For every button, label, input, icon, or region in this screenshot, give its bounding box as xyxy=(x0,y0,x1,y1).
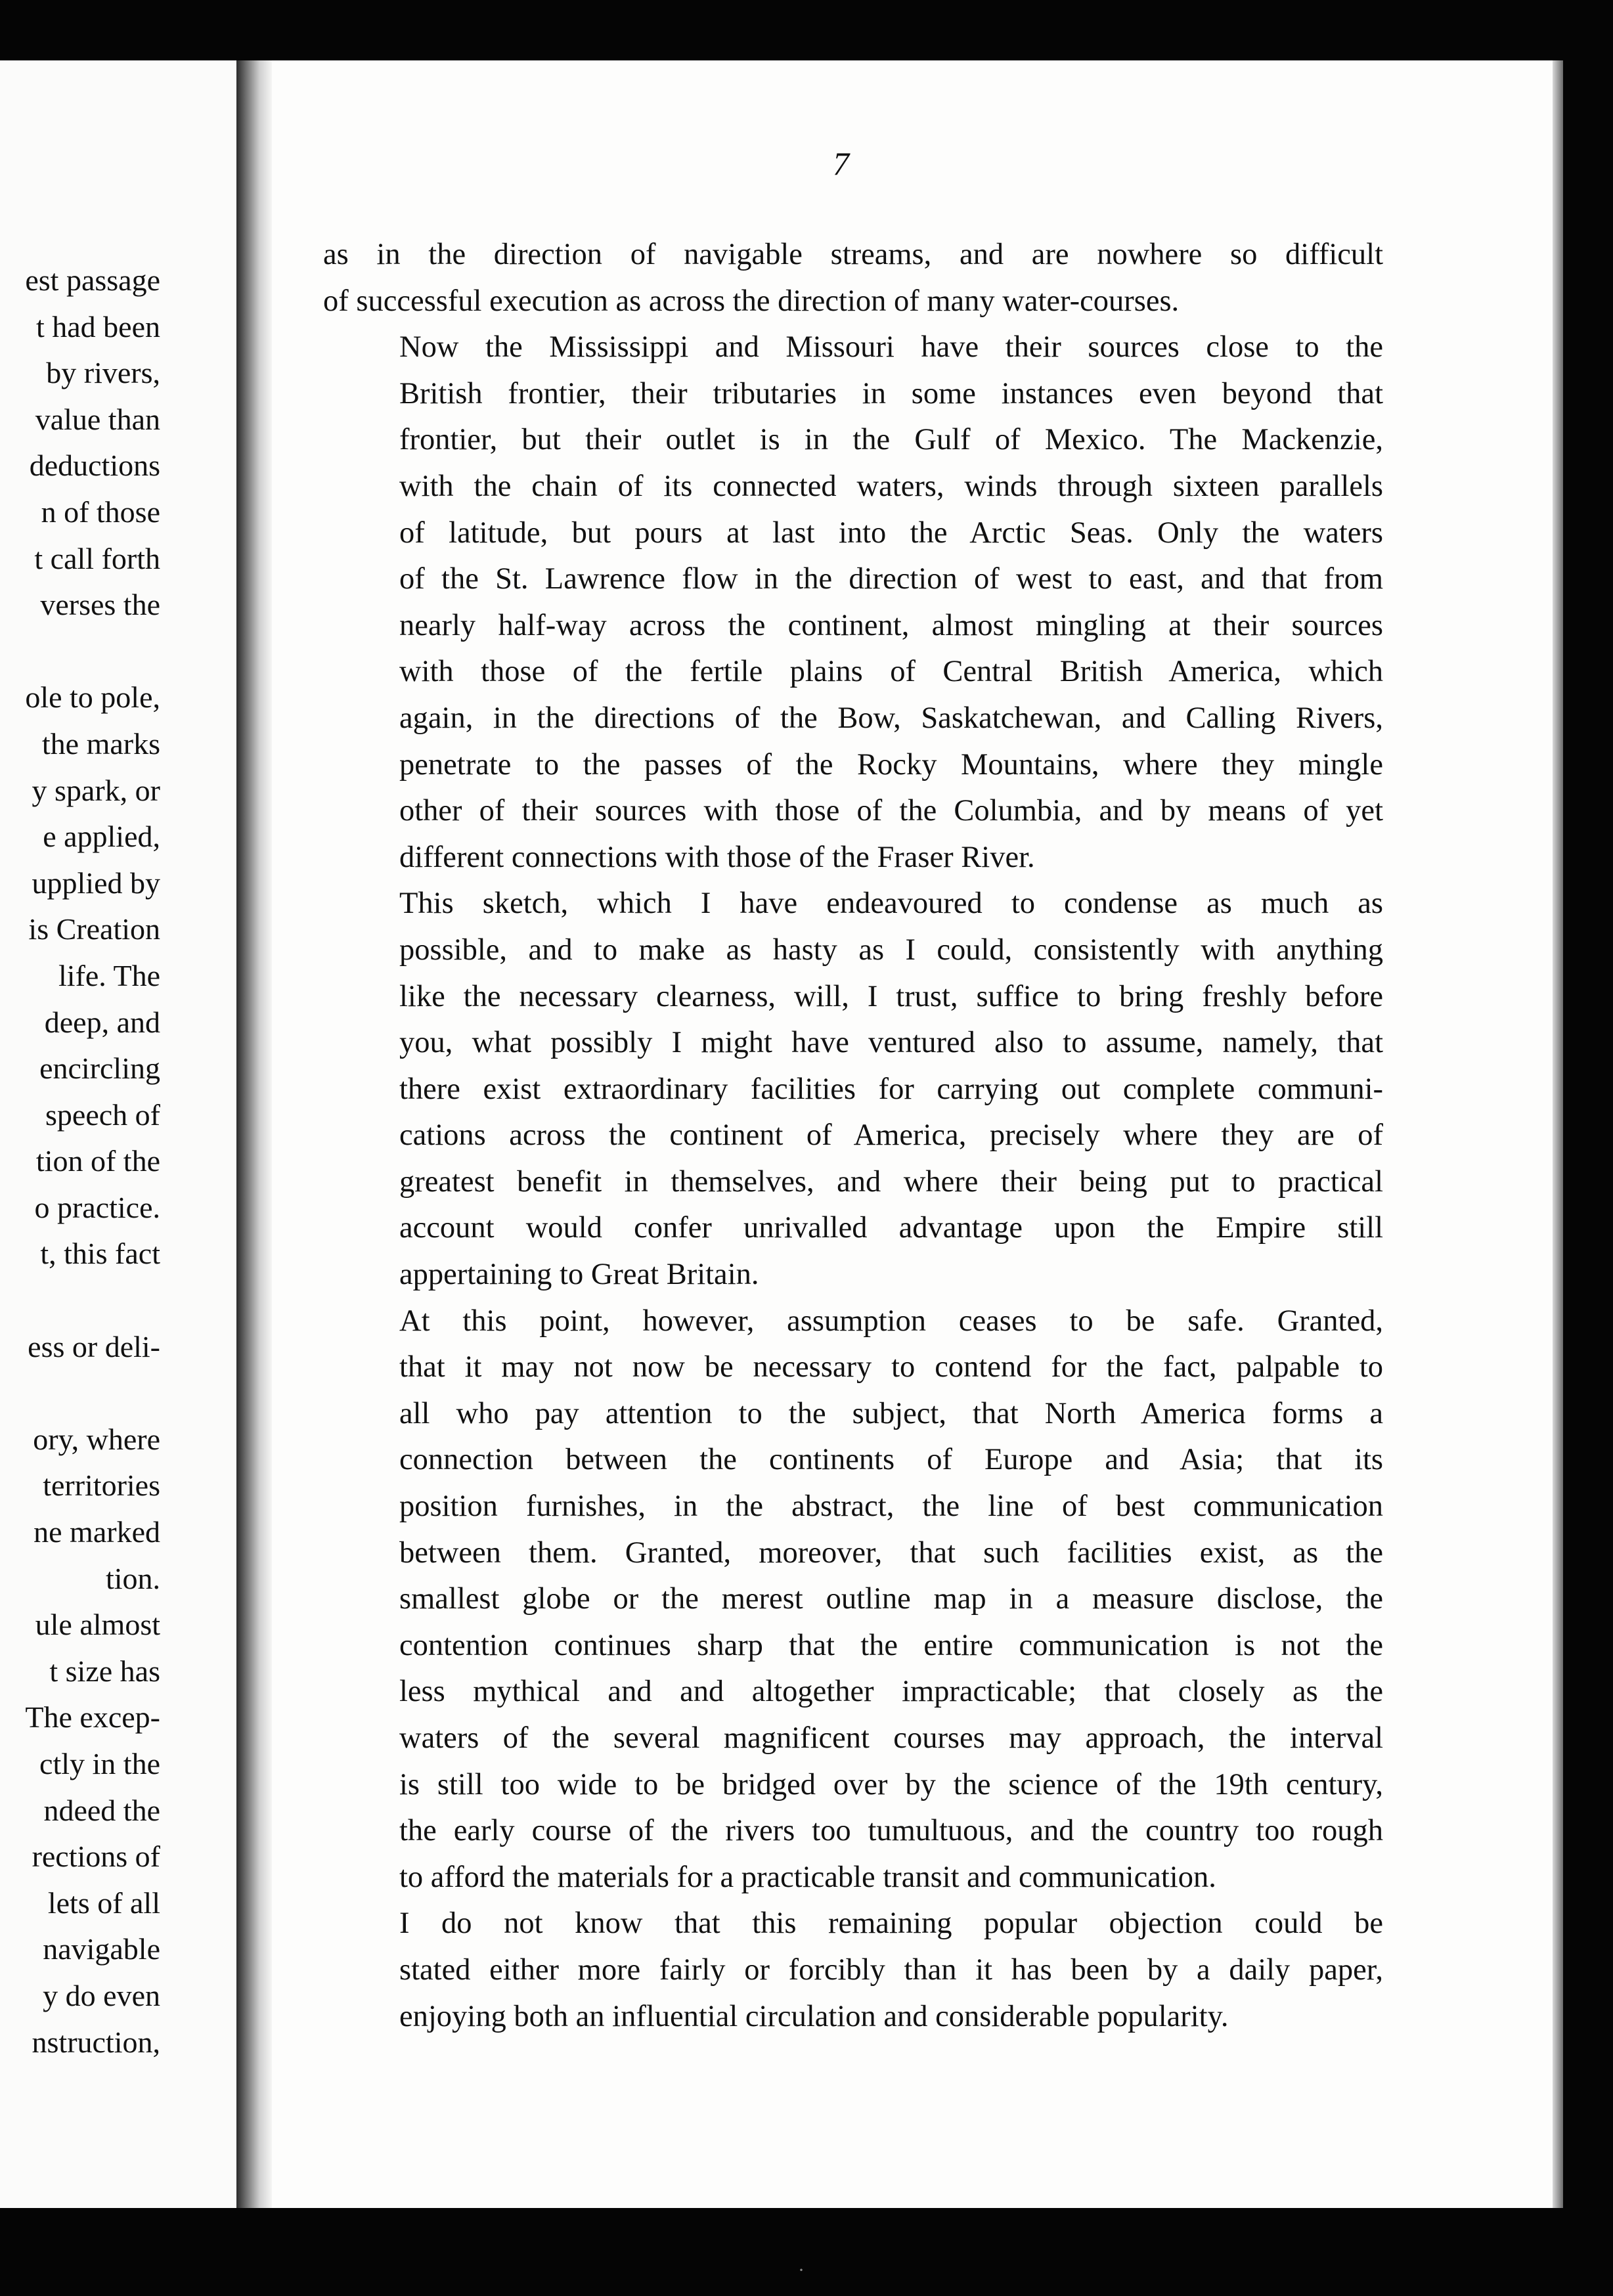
previous-page-line: ndeed the xyxy=(43,1793,160,1827)
previous-page-line: encircling xyxy=(39,1051,160,1086)
text-line: greatest benefit in themselves, and where their being put to practical xyxy=(399,1164,1383,1199)
paragraph xyxy=(323,324,1383,881)
text-line: enjoying both an influential circulation and considerable popularity. xyxy=(399,1999,1229,2033)
previous-page-line: e applied, xyxy=(43,820,160,854)
previous-page-line: ory, where xyxy=(33,1422,160,1456)
text-line: appertaining to Great Britain. xyxy=(399,1258,759,1292)
text-line: stated either more fairly or forcibly than it has been by a daily paper, xyxy=(399,1953,1383,1987)
text-line: position furnishes, in the abstract, the line of best communication xyxy=(399,1490,1383,1524)
previous-page-line: y spark, or xyxy=(32,773,160,807)
previous-page-line: The excep- xyxy=(25,1700,160,1734)
text-line: penetrate to the passes of the Rocky Mountains, where they mingle xyxy=(399,747,1383,782)
previous-page-line: ule almost xyxy=(35,1608,160,1642)
page-edge xyxy=(1553,60,1563,2208)
paragraph xyxy=(323,1901,1383,2040)
previous-page-line: t, this fact xyxy=(40,1237,160,1271)
text-line: of the St. Lawrence flow in the direction of west to east, and that from xyxy=(399,562,1383,596)
text-line: waters of the several magnificent courses may approach, the interval xyxy=(399,1721,1383,1755)
text-line: different connections with those of the Fraser River. xyxy=(399,840,1035,874)
previous-page-line: life. The xyxy=(58,958,160,992)
previous-page-line: upplied by xyxy=(32,866,160,900)
text-line: British frontier, their tributaries in some instances even beyond that xyxy=(399,376,1383,410)
previous-page-fragment xyxy=(0,60,236,2208)
previous-page-line: ctly in the xyxy=(39,1747,160,1780)
text-line: of successful execution as across the direction of many water-courses. xyxy=(323,284,1180,318)
previous-page-line: value than xyxy=(35,402,160,436)
previous-page-line: speech of xyxy=(45,1097,160,1132)
previous-page-line xyxy=(0,1277,160,1324)
text-line: frontier, but their outlet is in the Gulf of Mexico. The Mackenzie, xyxy=(399,423,1383,457)
text-line: smallest globe or the merest outline map in a measure disclose, the xyxy=(399,1582,1383,1616)
previous-page-line: n of those xyxy=(41,495,160,529)
previous-page-line: tion. xyxy=(105,1561,160,1595)
text-line: is still too wide to be bridged over by the science of the 19th century, xyxy=(399,1767,1383,1801)
text-line: like the necessary clearness, will, I trust, suffice to bring freshly before xyxy=(399,979,1383,1013)
previous-page-line: ne marked xyxy=(33,1515,160,1549)
previous-page-line: ess or deli- xyxy=(28,1329,160,1363)
previous-page-line: the marks xyxy=(41,726,160,761)
previous-page-line: verses the xyxy=(40,588,160,622)
text-line: cations across the continent of America, precisely where they are of xyxy=(399,1118,1383,1153)
text-line: At this point, however, assumption ceases to be safe. Granted, xyxy=(399,1304,1383,1338)
text-line: between them. Granted, moreover, that such facilities exist, as the xyxy=(399,1535,1383,1570)
text-line: I do not know that this remaining popular objection could be xyxy=(399,1907,1383,1941)
previous-page-line: t size has xyxy=(49,1654,160,1688)
previous-page-line: ole to pole, xyxy=(25,680,160,715)
text-line: Now the Mississippi and Missouri have their sources close to the xyxy=(399,330,1383,364)
previous-page-line: o practice. xyxy=(34,1190,160,1224)
text-line: you, what possibly I might have ventured also to assume, namely, that xyxy=(399,1026,1383,1060)
text-line: less mythical and and altogether impracticable; that closely as the xyxy=(399,1675,1383,1709)
previous-page-line: is Creation xyxy=(28,912,160,946)
previous-page-line: lets of all xyxy=(47,1886,160,1920)
previous-page-line: y do even xyxy=(43,1978,160,2012)
page-number: 7 xyxy=(833,145,849,182)
previous-page-line: by rivers, xyxy=(46,356,160,390)
previous-page-line: territories xyxy=(43,1468,160,1503)
previous-page-line: navigable xyxy=(43,1932,160,1966)
text-line: to afford the materials for a practicable transit and communication. xyxy=(399,1860,1216,1894)
text-line: again, in the directions of the Bow, Saskatchewan, and Calling Rivers, xyxy=(399,701,1383,735)
previous-page-line: rections of xyxy=(32,1840,160,1874)
text-line: other of their sources with those of the Columbia, and by means of yet xyxy=(399,794,1383,828)
scan-speck: · xyxy=(798,2259,805,2281)
previous-page-line: deep, and xyxy=(44,1005,160,1039)
previous-page-line: tion of the xyxy=(35,1144,160,1178)
text-line: that it may not now be necessary to contend for the fact, palpable to xyxy=(399,1350,1383,1384)
previous-page-line: deductions xyxy=(29,449,160,483)
previous-page-line: nstruction, xyxy=(32,2025,160,2059)
previous-page-line xyxy=(0,629,160,675)
previous-page-line: t call forth xyxy=(34,541,160,575)
text-line: with the chain of its connected waters, winds through sixteen parallels xyxy=(399,469,1383,503)
text-line: as in the direction of navigable streams, and are nowhere so difficult xyxy=(323,238,1383,271)
text-line: account would confer unrivalled advantage upon the Empire still xyxy=(399,1211,1383,1245)
text-line: all who pay attention to the subject, that North America forms a xyxy=(399,1396,1383,1430)
previous-page-line: est passage xyxy=(25,263,160,297)
previous-page-line: t had been xyxy=(35,309,160,343)
book-gutter xyxy=(236,60,272,2208)
body-text xyxy=(323,232,1383,2040)
text-line: possible, and to make as hasty as I could, consistently with anything xyxy=(399,933,1383,967)
paragraph xyxy=(323,232,1383,324)
text-line: nearly half-way across the continent, almost mingling at their sources xyxy=(399,608,1383,642)
text-line: the early course of the rivers too tumultuous, and the country too rough xyxy=(399,1814,1383,1848)
text-line: of latitude, but pours at last into the Arctic Seas. Only the waters xyxy=(399,516,1383,550)
text-line: there exist extraordinary facilities for carrying out complete communi- xyxy=(399,1072,1383,1106)
previous-page-text xyxy=(0,257,160,2065)
text-line: contention continues sharp that the entire communication is not the xyxy=(399,1628,1383,1662)
previous-page-line xyxy=(0,1370,160,1417)
text-line: with those of the fertile plains of Central British America, which xyxy=(399,655,1383,689)
paragraph xyxy=(323,1298,1383,1901)
text-line: This sketch, which I have endeavoured to condense as much as xyxy=(399,887,1383,921)
paragraph xyxy=(323,881,1383,1298)
text-line: connection between the continents of Europe and Asia; that its xyxy=(399,1443,1383,1477)
